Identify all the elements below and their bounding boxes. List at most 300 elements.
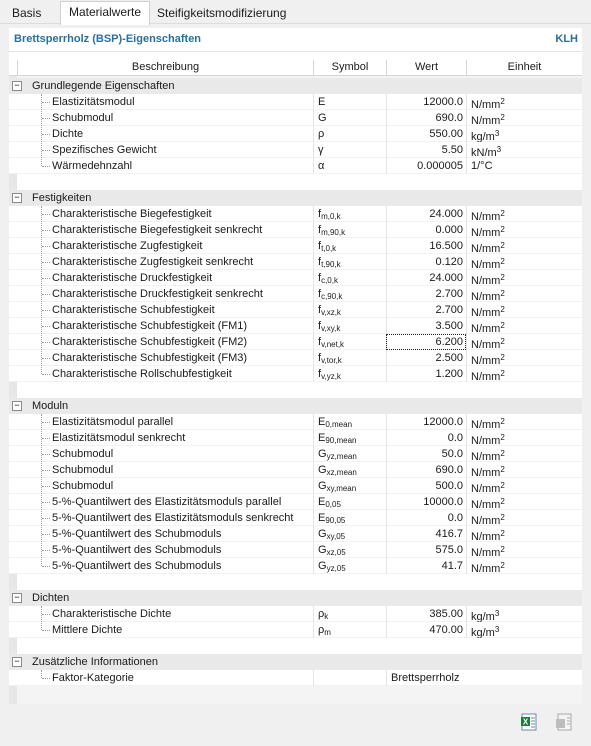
property-row[interactable] <box>9 158 582 174</box>
symbol-main: E <box>318 512 326 524</box>
symbol-subscript: c,90,k <box>321 292 343 301</box>
property-description: Charakteristische Schubfestigkeit <box>52 304 215 316</box>
unit-main: N/mm <box>471 435 501 446</box>
property-unit <box>466 526 582 542</box>
collapse-icon[interactable]: − <box>12 81 22 91</box>
unit-superscript: 2 <box>500 257 505 266</box>
property-symbol <box>313 606 386 622</box>
property-symbol <box>313 622 386 638</box>
unit-superscript: 2 <box>500 513 505 522</box>
unit-main: N/mm <box>471 211 501 222</box>
property-value[interactable]: 0.0 <box>386 510 466 526</box>
property-unit <box>466 622 582 638</box>
symbol-subscript: m <box>324 628 331 637</box>
property-value[interactable]: 690.0 <box>386 462 466 478</box>
symbol-subscript: v,yz,k <box>321 372 341 381</box>
symbol-main: f <box>318 208 322 220</box>
property-symbol <box>313 206 386 222</box>
property-row[interactable] <box>9 414 582 430</box>
property-symbol <box>313 254 386 270</box>
panel-header <box>9 28 582 52</box>
property-unit <box>466 414 582 430</box>
group-row[interactable] <box>9 398 582 414</box>
property-value[interactable]: 500.0 <box>386 478 466 494</box>
property-description: Faktor-Kategorie <box>52 672 134 684</box>
tree-connector <box>42 118 50 119</box>
symbol-main: ρ <box>318 128 325 140</box>
property-symbol <box>313 350 386 366</box>
group-label: Grundlegende Eigenschaften <box>32 80 175 92</box>
property-symbol <box>313 318 386 334</box>
property-value[interactable]: 5.50 <box>386 142 466 158</box>
group-row[interactable] <box>9 190 582 206</box>
property-description: Elastizitätsmodul parallel <box>52 416 174 428</box>
property-value[interactable]: 16.500 <box>386 238 466 254</box>
unit-superscript: 2 <box>500 97 505 106</box>
property-row[interactable] <box>9 510 582 526</box>
unit-main: kg/m <box>471 627 495 638</box>
symbol-subscript: m,90,k <box>321 228 346 237</box>
tree-connector <box>42 214 50 215</box>
property-value[interactable]: 0.120 <box>386 254 466 270</box>
property-description: 5-%-Quantilwert des Schubmoduls <box>52 560 222 572</box>
unit-main: kg/m <box>471 131 495 142</box>
symbol-subscript: 90,mean <box>325 436 357 445</box>
property-unit <box>466 206 582 222</box>
property-description: Schubmodul <box>52 112 114 124</box>
tree-line <box>41 94 42 166</box>
property-symbol <box>313 558 386 574</box>
symbol-subscript: 0,05 <box>325 500 341 509</box>
property-unit <box>466 222 582 238</box>
symbol-subscript: c,0,k <box>321 276 338 285</box>
property-value[interactable]: 0.000 <box>386 222 466 238</box>
tree-connector <box>42 294 50 295</box>
unit-superscript: 2 <box>500 449 505 458</box>
property-unit <box>466 286 582 302</box>
manufacturer-tag: KLH <box>555 33 578 45</box>
unit-main: N/mm <box>471 515 501 526</box>
property-row[interactable] <box>9 526 582 542</box>
unit-main: N/mm <box>471 115 501 126</box>
property-row[interactable] <box>9 142 582 158</box>
unit-superscript: 2 <box>500 465 505 474</box>
property-description: Charakteristische Zugfestigkeit <box>52 240 203 252</box>
symbol-main: ρ <box>318 624 325 636</box>
property-unit <box>466 366 582 382</box>
tree-connector <box>42 246 50 247</box>
symbol-subscript: t,0,k <box>321 244 337 253</box>
property-row[interactable] <box>9 302 582 318</box>
property-unit <box>466 510 582 526</box>
property-description: Charakteristische Biegefestigkeit senkrecht <box>52 224 263 236</box>
tree-connector <box>42 422 50 423</box>
property-value[interactable]: 2.700 <box>386 302 466 318</box>
property-description: Charakteristische Dichte <box>52 608 172 620</box>
property-description: Schubmodul <box>52 480 114 492</box>
unit-main: N/mm <box>471 547 501 558</box>
property-symbol <box>313 430 386 446</box>
property-symbol <box>313 302 386 318</box>
unit-superscript: 2 <box>500 433 505 442</box>
unit-superscript: 2 <box>500 241 505 250</box>
group-label: Festigkeiten <box>32 192 92 204</box>
unit-superscript: 2 <box>500 369 505 378</box>
property-row[interactable] <box>9 350 582 366</box>
unit-superscript: 2 <box>500 273 505 282</box>
unit-main: N/mm <box>471 499 501 510</box>
property-description: Charakteristische Biegefestigkeit <box>52 208 212 220</box>
property-description: 5-%-Quantilwert des Elastizitätsmoduls senkrecht <box>52 512 294 524</box>
property-row[interactable] <box>9 366 582 382</box>
symbol-main: G <box>318 480 327 492</box>
property-row[interactable] <box>9 558 582 574</box>
tree-connector <box>42 374 50 375</box>
symbol-main: α <box>318 160 325 172</box>
tree-line <box>41 206 42 374</box>
property-symbol <box>313 94 386 110</box>
property-value[interactable]: Brettsperrholz <box>386 670 582 686</box>
column-header-unit[interactable]: Einheit <box>466 60 582 76</box>
property-unit <box>466 462 582 478</box>
property-value[interactable]: 50.0 <box>386 446 466 462</box>
unit-superscript: 2 <box>500 353 505 362</box>
symbol-subscript: xz,mean <box>326 468 357 477</box>
tree-connector <box>42 310 50 311</box>
properties-panel <box>9 28 582 704</box>
property-value[interactable]: 3.500 <box>386 318 466 334</box>
property-symbol <box>313 142 386 158</box>
property-value[interactable]: 10000.0 <box>386 494 466 510</box>
property-unit <box>466 350 582 366</box>
tree-connector <box>42 150 50 151</box>
property-row[interactable] <box>9 478 582 494</box>
property-symbol <box>313 478 386 494</box>
property-unit <box>466 142 582 158</box>
property-value[interactable]: 690.0 <box>386 110 466 126</box>
property-row[interactable] <box>9 494 582 510</box>
property-row[interactable] <box>9 222 582 238</box>
symbol-subscript: t,90,k <box>321 260 341 269</box>
group-row[interactable] <box>9 78 582 94</box>
property-value[interactable]: 1.200 <box>386 366 466 382</box>
column-header-symbol[interactable]: Symbol <box>313 60 386 76</box>
tree-connector <box>42 230 50 231</box>
symbol-main: f <box>318 272 322 284</box>
property-unit <box>466 542 582 558</box>
collapse-icon[interactable]: − <box>12 593 22 603</box>
unit-superscript: 2 <box>500 321 505 330</box>
property-unit <box>466 126 582 142</box>
property-unit <box>466 446 582 462</box>
group-label: Dichten <box>32 592 70 604</box>
property-symbol <box>313 414 386 430</box>
property-unit <box>466 558 582 574</box>
property-symbol <box>313 110 386 126</box>
tree-connector <box>42 486 50 487</box>
import-icon[interactable] <box>553 711 575 733</box>
property-symbol <box>313 286 386 302</box>
unit-main: N/mm <box>471 355 501 366</box>
symbol-subscript: k <box>324 612 329 621</box>
property-symbol <box>313 126 386 142</box>
symbol-main: E <box>318 96 326 108</box>
symbol-main: f <box>318 224 322 236</box>
property-description: Charakteristische Schubfestigkeit (FM3) <box>52 352 248 364</box>
tree-line <box>41 606 42 630</box>
property-description: 5-%-Quantilwert des Schubmoduls <box>52 528 222 540</box>
symbol-subscript: xy,mean <box>326 484 357 493</box>
property-unit <box>466 478 582 494</box>
property-value[interactable]: 385.00 <box>386 606 466 622</box>
property-row[interactable] <box>9 430 582 446</box>
unit-superscript: 2 <box>500 497 505 506</box>
tree-line <box>41 670 42 678</box>
unit-main: N/mm <box>471 99 501 110</box>
property-value[interactable]: 12000.0 <box>386 414 466 430</box>
property-description: Schubmodul <box>52 464 114 476</box>
unit-main: N/mm <box>471 451 501 462</box>
property-value[interactable]: 550.00 <box>386 126 466 142</box>
property-description: Charakteristische Schubfestigkeit (FM2) <box>52 336 248 348</box>
export-excel-icon[interactable] <box>518 711 540 733</box>
property-symbol <box>313 542 386 558</box>
tree-connector <box>42 518 50 519</box>
symbol-main: E <box>318 496 326 508</box>
symbol-subscript: v,tor,k <box>321 356 342 365</box>
property-value[interactable]: 12000.0 <box>386 94 466 110</box>
symbol-main: G <box>318 464 327 476</box>
tree-connector <box>42 278 50 279</box>
unit-superscript: 2 <box>500 481 505 490</box>
symbol-subscript: 90,05 <box>325 516 346 525</box>
property-value[interactable]: 2.700 <box>386 286 466 302</box>
unit-main: N/mm <box>471 243 501 254</box>
symbol-main: f <box>318 304 322 316</box>
property-row[interactable] <box>9 334 582 350</box>
tree-line <box>41 414 42 566</box>
property-symbol <box>313 510 386 526</box>
unit-main: N/mm <box>471 371 501 382</box>
symbol-subscript: m,0,k <box>321 212 341 221</box>
tree-connector <box>42 502 50 503</box>
property-description: Charakteristische Schubfestigkeit (FM1) <box>52 320 248 332</box>
property-description: Spezifisches Gewicht <box>52 144 157 156</box>
property-value[interactable]: 41.7 <box>386 558 466 574</box>
symbol-main: G <box>318 112 327 124</box>
properties-grid <box>9 59 582 704</box>
property-row[interactable] <box>9 606 582 622</box>
unit-main: kg/m <box>471 611 495 622</box>
tree-connector <box>42 326 50 327</box>
property-value[interactable]: 575.0 <box>386 542 466 558</box>
symbol-main: f <box>318 336 322 348</box>
tree-connector <box>42 438 50 439</box>
property-row[interactable] <box>9 254 582 270</box>
unit-main: N/mm <box>471 259 501 270</box>
tree-connector <box>42 678 50 679</box>
tab-basis[interactable]: Basis <box>12 6 42 20</box>
symbol-main: ρ <box>318 608 325 620</box>
property-description: Mittlere Dichte <box>52 624 123 636</box>
symbol-subscript: v,xy,k <box>321 324 341 333</box>
symbol-subscript: yz,mean <box>326 452 357 461</box>
column-header-description[interactable]: Beschreibung <box>17 60 313 76</box>
property-value[interactable]: 0.000005 <box>386 158 466 174</box>
symbol-subscript: v,net,k <box>321 340 345 349</box>
property-row[interactable] <box>9 462 582 478</box>
tree-connector <box>42 550 50 551</box>
property-row[interactable] <box>9 542 582 558</box>
tree-connector <box>42 566 50 567</box>
property-row[interactable] <box>9 318 582 334</box>
symbol-subscript: xy,05 <box>326 532 346 541</box>
unit-superscript: 3 <box>496 145 502 154</box>
group-spacer <box>17 574 582 590</box>
symbol-main: f <box>318 256 322 268</box>
property-row[interactable] <box>9 110 582 126</box>
unit-main: 1/°C <box>471 160 493 172</box>
unit-superscript: 2 <box>500 545 505 554</box>
property-row[interactable] <box>9 670 582 686</box>
property-unit <box>466 318 582 334</box>
property-unit <box>466 238 582 254</box>
property-symbol <box>313 670 386 686</box>
group-spacer <box>17 174 582 190</box>
unit-superscript: 2 <box>500 529 505 538</box>
collapse-icon[interactable]: − <box>12 193 22 203</box>
property-row[interactable] <box>9 622 582 638</box>
unit-superscript: 2 <box>500 561 505 570</box>
tab-bar <box>0 0 591 24</box>
symbol-main: G <box>318 560 327 572</box>
property-unit <box>466 110 582 126</box>
tree-connector <box>42 534 50 535</box>
property-unit <box>466 430 582 446</box>
property-symbol <box>313 526 386 542</box>
group-row[interactable] <box>9 654 582 670</box>
property-unit <box>466 606 582 622</box>
property-row[interactable] <box>9 206 582 222</box>
property-unit <box>466 270 582 286</box>
unit-superscript: 2 <box>500 417 505 426</box>
property-description: Dichte <box>52 128 84 140</box>
column-header-value[interactable]: Wert <box>386 60 466 76</box>
collapse-icon[interactable]: − <box>12 657 22 667</box>
property-description: Elastizitätsmodul <box>52 96 135 108</box>
panel-title: Brettsperrholz (BSP)-Eigenschaften <box>14 33 202 45</box>
symbol-subscript: v,xz,k <box>321 308 341 317</box>
property-description: Charakteristische Druckfestigkeit senkrecht <box>52 288 263 300</box>
collapse-icon[interactable]: − <box>12 401 22 411</box>
unit-main: N/mm <box>471 419 501 430</box>
group-spacer <box>17 638 582 654</box>
property-unit <box>466 94 582 110</box>
property-description: Schubmodul <box>52 448 114 460</box>
property-value[interactable]: 0.0 <box>386 430 466 446</box>
property-description: Charakteristische Druckfestigkeit <box>52 272 213 284</box>
property-symbol <box>313 270 386 286</box>
property-value[interactable]: 2.500 <box>386 350 466 366</box>
unit-superscript: 2 <box>500 209 505 218</box>
group-row[interactable] <box>9 590 582 606</box>
property-symbol <box>313 334 386 350</box>
property-description: Charakteristische Zugfestigkeit senkrecht <box>52 256 254 268</box>
property-description: 5-%-Quantilwert des Elastizitätsmoduls parallel <box>52 496 282 508</box>
group-spacer <box>17 382 582 398</box>
tree-connector <box>42 614 50 615</box>
symbol-subscript: yz,05 <box>326 564 346 573</box>
unit-superscript: 3 <box>494 625 500 634</box>
symbol-main: E <box>318 416 326 428</box>
unit-main: N/mm <box>471 307 501 318</box>
tree-connector <box>42 166 50 167</box>
property-row[interactable] <box>9 126 582 142</box>
property-row[interactable] <box>9 270 582 286</box>
tree-connector <box>42 470 50 471</box>
unit-main: N/mm <box>471 563 501 574</box>
unit-main: N/mm <box>471 227 501 238</box>
property-row[interactable] <box>9 94 582 110</box>
symbol-subscript: 0,mean <box>325 420 353 429</box>
property-unit <box>466 334 582 350</box>
tree-connector <box>42 358 50 359</box>
symbol-main: f <box>318 320 322 332</box>
property-row[interactable] <box>9 286 582 302</box>
symbol-main: f <box>318 352 322 364</box>
property-value[interactable]: 24.000 <box>386 270 466 286</box>
unit-superscript: 2 <box>500 305 505 314</box>
tree-connector <box>42 102 50 103</box>
property-unit <box>466 254 582 270</box>
tree-connector <box>42 134 50 135</box>
tab-steifigkeitsmodifizierung[interactable]: Steifigkeitsmodifizierung <box>157 6 287 20</box>
symbol-main: f <box>318 288 322 300</box>
property-symbol <box>313 238 386 254</box>
unit-superscript: 2 <box>500 225 505 234</box>
property-value[interactable]: 24.000 <box>386 206 466 222</box>
symbol-main: f <box>318 368 322 380</box>
group-label: Zusätzliche Informationen <box>32 656 158 668</box>
property-value[interactable]: 470.00 <box>386 622 466 638</box>
property-value[interactable]: 6.200 <box>386 334 466 350</box>
property-description: 5-%-Quantilwert des Schubmoduls <box>52 544 222 556</box>
property-symbol <box>313 494 386 510</box>
unit-main: N/mm <box>471 275 501 286</box>
symbol-main: G <box>318 544 327 556</box>
property-row[interactable] <box>9 238 582 254</box>
tree-connector <box>42 630 50 631</box>
property-symbol <box>313 366 386 382</box>
unit-superscript: 2 <box>500 289 505 298</box>
unit-main: N/mm <box>471 483 501 494</box>
svg-text:X: X <box>522 717 529 727</box>
property-unit <box>466 158 582 174</box>
unit-superscript: 3 <box>494 609 500 618</box>
group-label: Moduln <box>32 400 69 412</box>
property-row[interactable] <box>9 446 582 462</box>
tree-connector <box>42 342 50 343</box>
property-description: Elastizitätsmodul senkrecht <box>52 432 186 444</box>
property-value[interactable]: 416.7 <box>386 526 466 542</box>
tab-materialwerte[interactable]: Materialwerte <box>60 1 150 25</box>
unit-superscript: 2 <box>500 113 505 122</box>
unit-main: N/mm <box>471 323 501 334</box>
unit-main: N/mm <box>471 467 501 478</box>
symbol-main: G <box>318 448 327 460</box>
unit-main: N/mm <box>471 531 501 542</box>
property-symbol <box>313 446 386 462</box>
